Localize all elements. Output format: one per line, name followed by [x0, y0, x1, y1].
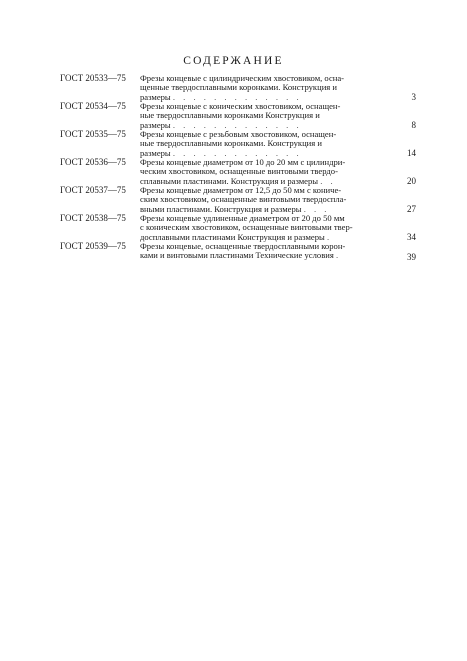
entry-description	[140, 102, 396, 130]
page-title: СОДЕРЖАНИЕ	[183, 55, 284, 67]
description-line: размеры . . . . . . . . . . . . .	[140, 120, 302, 130]
toc-entry	[60, 242, 416, 262]
toc-entry	[60, 102, 416, 130]
standard-code: ГОСТ 20534—75	[60, 101, 126, 111]
description-line: ским хвостовиком, оснащенные винтовыми твердоспла-	[140, 195, 347, 205]
description-line: Фрезы концевые удлиненные диаметром от 20 до 50 мм	[140, 214, 345, 223]
entry-description	[140, 242, 396, 261]
description-line: вными пластинами. Конструкция и размеры . . .	[140, 204, 330, 214]
standard-code: ГОСТ 20533—75	[60, 73, 126, 83]
description-line: Фрезы концевые диаметром от 12,5 до 50 мм с кониче-	[140, 186, 342, 195]
toc-entry	[60, 214, 416, 242]
standard-code: ГОСТ 20538—75	[60, 213, 126, 223]
description-line: размеры . . . . . . . . . . . . .	[140, 148, 302, 158]
description-line: Фрезы концевые с резьбовым хвостовиком, оснащен-	[140, 130, 337, 139]
entry-description	[140, 186, 396, 214]
entry-description	[140, 214, 396, 242]
description-line: Фрезы концевые, оснащенные твердосплавными корон-	[140, 242, 346, 251]
entry-description	[140, 74, 396, 102]
standard-code: ГОСТ 20537—75	[60, 185, 126, 195]
toc-entry	[60, 158, 416, 186]
description-line: ческим хвостовиком, оснащенные винтовыми твердо-	[140, 167, 338, 177]
standard-code: ГОСТ 20539—75	[60, 241, 126, 251]
page-number: 27	[407, 203, 416, 214]
toc-entry	[60, 130, 416, 158]
description-line: Фрезы концевые с цилиндрическим хвостовиком, осна-	[140, 74, 345, 83]
description-line: досплавными пластинами Конструкция и размеры .	[140, 232, 333, 242]
description-line: Фрезы концевые с коническим хвостовиком, оснащен-	[140, 102, 341, 111]
page-number: 20	[407, 175, 416, 186]
page-number: 3	[411, 91, 416, 102]
description-line: ные твердосплавными коронками Конструкция и	[140, 111, 320, 121]
description-line: ками и винтовыми пластинами Технические условия .	[140, 251, 342, 261]
toc-entry	[60, 186, 416, 214]
toc-entry	[60, 74, 416, 102]
page-number: 14	[407, 147, 416, 158]
entry-description	[140, 158, 396, 186]
table-of-contents	[60, 74, 416, 262]
description-line: размеры . . . . . . . . . . . . .	[140, 92, 302, 102]
page-number: 8	[411, 119, 416, 130]
description-line: сплавными пластинами. Конструкция и размеры . .	[140, 176, 336, 186]
page-number: 39	[407, 251, 416, 262]
standard-code: ГОСТ 20535—75	[60, 129, 126, 139]
description-line: с коническим хвостовиком, оснащенные винтовыми твер-	[140, 223, 353, 233]
description-line: ные твердосплавными коронками. Конструкция и	[140, 139, 322, 149]
page-number: 34	[407, 231, 416, 242]
standard-code: ГОСТ 20536—75	[60, 157, 126, 167]
description-line: щенные твердосплавными коронками. Конструкция и	[140, 83, 337, 93]
entry-description	[140, 130, 396, 158]
description-line: Фрезы концевые диаметром от 10 до 20 мм с цилиндри-	[140, 158, 346, 167]
